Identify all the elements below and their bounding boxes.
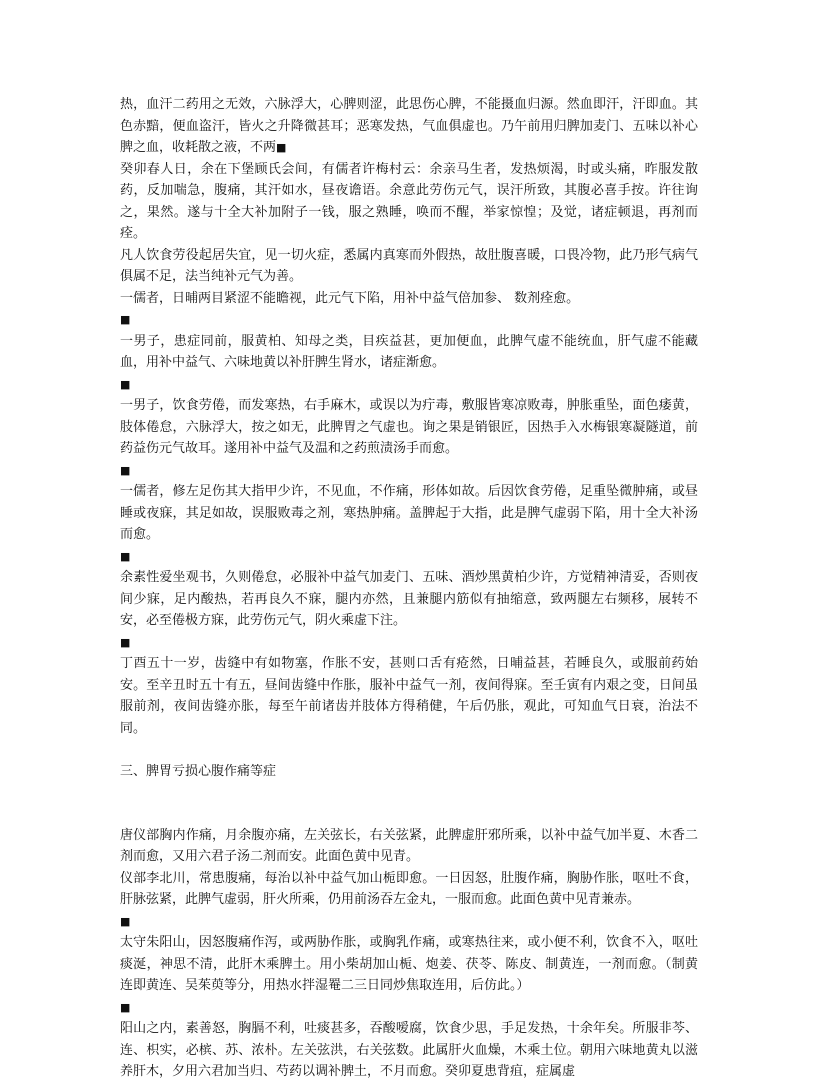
square-marker-icon: ■: [120, 313, 131, 326]
square-marker-icon: ■: [120, 1000, 131, 1014]
paragraph-case-li-beichuan: 仪部李北川，常患腹痛，每治以补中益气加山栀即愈。一日因怒，肚腹作痛，胸胁作胀，呕吐不食，肝脉弦紧，此脾气虚弱，肝火所乘，仍用前汤吞左金丸，一服而愈。此面色黄中见青兼赤。: [120, 870, 698, 907]
square-marker-icon: ■: [120, 463, 131, 477]
square-marker-icon: ■: [120, 914, 131, 928]
paragraph-case-scholar-eyes: 一儒者，日晡两目紧涩不能瞻视，此元气下陷，用补中益气倍加参、 数剂痊愈。: [120, 290, 580, 306]
square-marker-icon: ■: [120, 549, 131, 563]
paragraph-case-zhu-yangshan: 太守朱阳山，因怒腹痛作泻，或两胁作胀，或胸乳作痛，或寒热往来，或小便不利，饮食不入，呕吐痰涎，神思不清，此肝木乘脾土。用小柴胡加山栀、炮姜、茯苓、陈皮、制黄连，一剂而愈。（制黄连即黄连、吴茱萸等分，用热水拌湿罨二三日同炒焦取连用，后仿此。）: [120, 935, 698, 993]
paragraph-general-principle: 凡人饮食劳役起居失宜，见一切火症，悉属内真寒而外假热，故肚腹喜暖，口畏冷物，此乃形气病气俱属不足，法当纯补元气为善。: [120, 247, 698, 284]
paragraph-case-scholar-toe: 一儒者，修左足伤其大指甲少许，不见血，不作痛，形体如故。后因饮食劳倦，足重坠微肿痛，或昼睡或夜寐，其足如故，误服败毒之剂，寒热肿痛。盖脾起于大指，此是脾气虚弱下陷，用十全大补汤而愈。: [120, 484, 698, 542]
square-marker-icon: ■: [120, 635, 131, 649]
document-page: [120, 94, 698, 1083]
square-marker-icon: ■: [276, 141, 287, 154]
paragraph-case-xu-meicun: 癸卯春人日，余在下堡顾氏会间，有儒者许梅村云：余亲马生者，发热烦渴，时或头痛，昨服发散药，反加喘急，腹痛，其汗如水，昼夜谵语。余意此劳伤元气，误汗所致，其腹必喜手按。许往询之，果然。遂与十全大补加附子一钱，服之熟睡，唤而不醒，举家惊惶；及觉，诸症顿退，再剂而痊。: [120, 161, 698, 241]
square-marker-icon: ■: [120, 377, 131, 391]
paragraph-case-man-blood: 一男子，患症同前，服黄柏、知母之类，目疾益甚，更加便血，此脾气虚不能统血，肝气虚不能藏血，用补中益气、六味地黄以补肝脾生肾水，诸症渐愈。: [120, 333, 698, 370]
paragraph-case-silversmith: 一男子，饮食劳倦，而发寒热，右手麻木，或误以为疔毒，敷服皆寒凉败毒，肿胀重坠，面色痿黄，肢体倦怠，六脉浮大，按之如无，此脾胃之气虚也。询之果是销银匠，因热手入水梅银寒凝隧道，前药益伤元气故耳。遂用补中益气及温和之药煎渍汤手而愈。: [120, 398, 698, 456]
paragraph-case-yangshan-wife: 阳山之内，素善怒，胸膈不利，吐痰甚多，吞酸嗳腐，饮食少思，手足发热，十余年矣。所服非芩、连、枳实，必槟、苏、浓朴。左关弦洪，右关弦数。此属肝火血燥，木乘土位。朝用六味地黄丸以滋养肝木，夕用六君加当归、芍药以调补脾土，不月而愈。癸卯夏患背疽，症属虚: [120, 1021, 698, 1079]
paragraph-case-tang: 唐仪部胸内作痛，月余腹亦痛，左关弦长，右关弦紧，此脾虚肝邪所乘，以补中益气加半夏、木香二剂而愈，又用六君子汤二剂而安。此面色黄中见青。: [120, 827, 698, 864]
paragraph-author-reading: 余素性爱坐观书，久则倦怠，必服补中益气加麦门、五味、酒炒黑黄柏少许，方觉精神清妥，否则夜间少寐，足内酸热，若再良久不寐，腿内亦然，且兼腿内筋似有抽缩意，致两腿左右频移，展转不安，必至倦极方寐，此劳伤元气，阴火乘虚下注。: [120, 570, 698, 628]
paragraph-author-teeth: 丁酉五十一岁，齿缝中有如物塞，作胀不安，甚则口舌有疮然，日晡益甚，若睡良久，或服前药始安。至辛丑时五十有五，昼间齿缝中作胀，服补中益气一剂，夜间得寐。至壬寅有内艰之变，日间虽服前剂，夜间齿缝亦胀，每至午前诸齿并肢体方得稍健，午后仍胀，观此，可知血气日衰，治法不同。: [120, 656, 698, 736]
paragraph-text: 热，血汗二药用之无效，六脉浮大，心脾则涩，此思伤心脾，不能摄血归源。然血即汗，汗即血。其色赤黯，便血盗汗，皆火之升降微甚耳；恶寒发热，气血俱虚也。乃午前用归脾加麦门、五味以补心脾之血，收耗散之液，不两: [120, 97, 698, 155]
paragraph-continuation: [120, 94, 698, 159]
section-heading: 三、脾胃亏损心腹作痛等症: [120, 764, 277, 779]
